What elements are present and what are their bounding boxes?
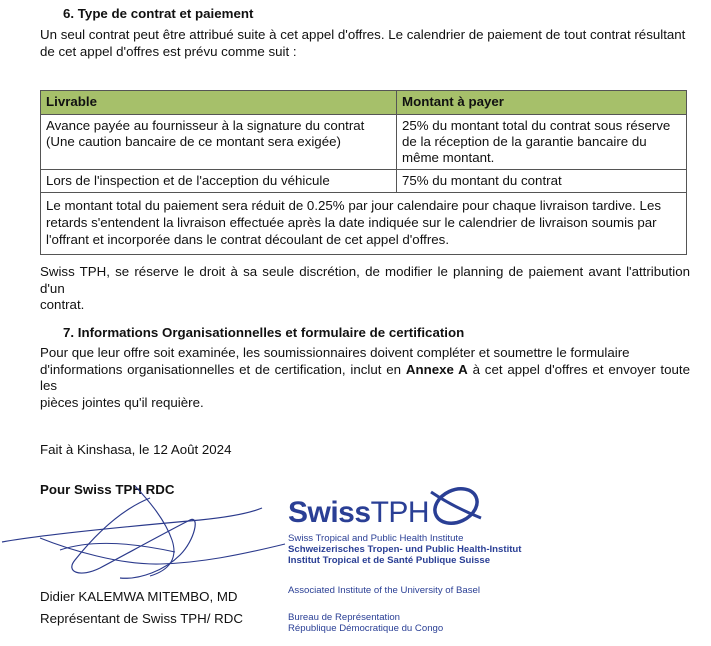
table-cell: 75% du montant du contrat [397,170,687,193]
stamp-line-4: Associated Institute of the University of Basel [288,585,480,596]
section-7-paragraph [40,345,690,411]
table-cell: Lors de l'inspection et de l'acception du véhicule [41,170,397,193]
signature [0,480,300,595]
table-row [41,115,687,170]
section-6-after [40,264,690,314]
payment-table [40,90,687,255]
table-header-row [41,91,687,115]
header-montant: Montant à payer [397,91,687,115]
intro-line-1: Un seul contrat peut être attribué suite à cet appel d'offres. Le calendrier de paiement de tout contrat résultant [40,27,686,42]
stamp-line-6: République Démocratique du Congo [288,623,444,634]
header-livrable: Livrable [41,91,397,115]
stamp-line-1: Swiss Tropical and Public Health Institute [288,533,464,544]
para-line-1: Pour que leur offre soit examinée, les soumissionnaires doivent compléter et soumettre le formulaire [40,345,630,360]
para-line-2: d'informations organisationnelles et de certification, inclut en Annexe A à cet appel d'offres et envoyer toute les [40,361,691,393]
annexe-a: Annexe A [405,361,468,377]
for-line: Pour Swiss TPH RDC [40,482,175,497]
table-row [41,170,687,193]
place-date: Fait à Kinshasa, le 12 Août 2024 [40,442,232,457]
table-note-row [41,193,687,255]
swiss-tph-stamp [288,490,528,640]
logo-wordmark: SwissTPH [288,496,430,529]
stamp-line-5: Bureau de Représentation [288,612,401,623]
table-cell: Avance payée au fournisseur à la signature du contrat (Une caution bancaire de ce montant sera exigée) [41,115,397,170]
after-line-2: contrat. [40,297,85,312]
signatory-title: Représentant de Swiss TPH/ RDC [40,611,243,626]
signatory-name: Didier KALEMWA MITEMBO, MD [40,589,238,604]
section-6-intro [40,27,690,60]
stamp-line-2: Schweizerisches Tropen- und Public Health-Institut [288,544,522,555]
intro-line-2: de cet appel d'offres est prévu comme suit : [40,43,297,59]
section-7-heading: 7. Informations Organisationnelles et formulaire de certification [63,325,465,340]
table-cell: 25% du montant total du contrat sous réserve de la réception de la garantie bancaire du même montant. [397,115,687,170]
table-note: Le montant total du paiement sera réduit de 0.25% par jour calendaire pour chaque livraison tardive. Les retards s'entendent la livraison effectuée après la date indiquée sur le calendrier de livraison soumis par l'offrant et incorporée dans le contrat découlant de cet appel d'offres. [41,193,687,255]
para-line-3: pièces jointes qu'il requière. [40,394,204,410]
after-line-1: Swiss TPH, se réserve le droit à sa seule discrétion, de modifier le planning de paiement avant l'attribution d'un [40,264,690,296]
stamp-line-3: Institut Tropical et de Santé Publique Suisse [288,555,491,566]
swiss-tph-logo-icon [426,482,486,532]
section-6-heading: 6. Type de contrat et paiement [63,6,254,21]
